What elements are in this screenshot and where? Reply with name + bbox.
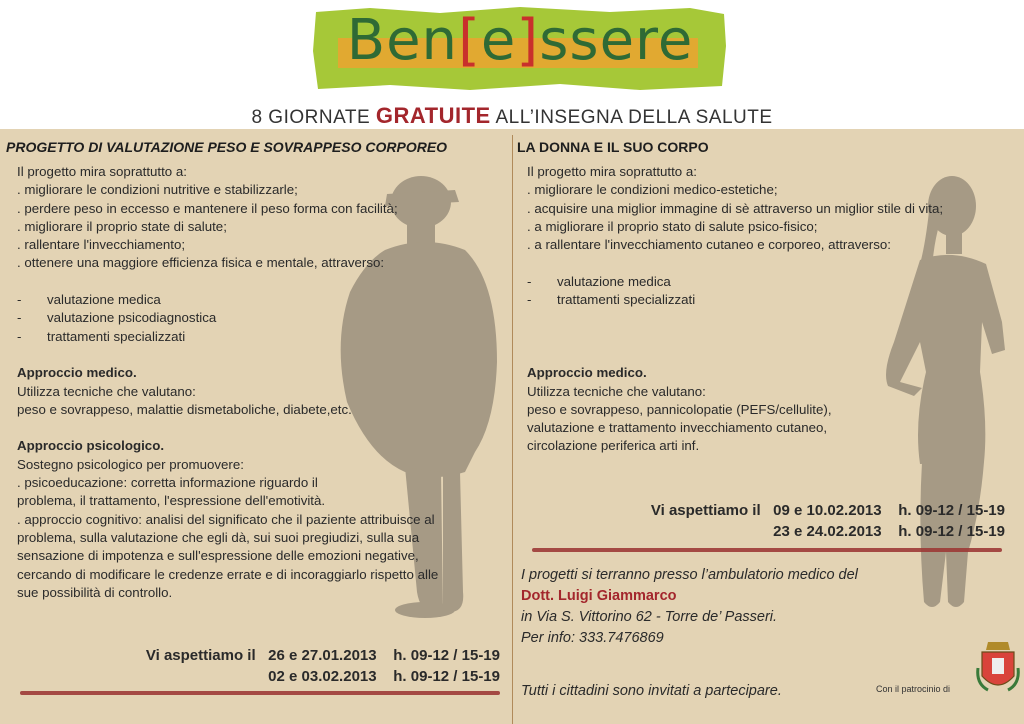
left-column-body bbox=[17, 163, 438, 602]
schedule-lead: Vi aspettiamo il bbox=[145, 647, 256, 664]
left-medical-line: peso e sovrappeso, malattie dismetaboliche, diabete,etc. bbox=[17, 401, 352, 417]
invite-line: Tutti i cittadini sono invitati a partecipare. bbox=[521, 683, 782, 699]
right-medical-line: valutazione e trattamento invecchiamento cutaneo, bbox=[527, 420, 828, 436]
location-info bbox=[521, 565, 858, 649]
right-goal: . a migliorare il proprio stato di salute psico-fisico; bbox=[527, 218, 818, 234]
municipal-crest-icon bbox=[976, 640, 1020, 696]
left-psych-heading: Approccio psicologico. bbox=[17, 438, 165, 454]
schedule-date: 23 e 24.02.2013 bbox=[773, 523, 882, 540]
right-column-body bbox=[527, 163, 943, 456]
left-goal: . rallentare l'invecchiamento; bbox=[17, 237, 186, 253]
location-line: I progetti si terranno presso l’ambulatorio medico del bbox=[521, 567, 858, 583]
doctor-name: Dott. Luigi Giammarco bbox=[521, 588, 677, 604]
subtitle: 8 GIORNATE GRATUITE ALL’INSEGNA DELLA SALUTE bbox=[251, 103, 773, 128]
schedule-hours: h. 09-12 / 15-19 bbox=[898, 502, 1005, 519]
right-service-item: - trattamenti specializzati bbox=[527, 292, 696, 308]
left-psych-line: problema, il trattamento, l'espressione dell'emotività. bbox=[17, 493, 326, 509]
schedule-date: 26 e 27.01.2013 bbox=[268, 647, 377, 664]
left-schedule bbox=[120, 645, 500, 687]
right-medical-line: Utilizza tecniche che valutano: bbox=[527, 383, 706, 399]
patronage-label: Con il patrocinio di bbox=[876, 684, 951, 694]
schedule-hours: h. 09-12 / 15-19 bbox=[393, 668, 500, 685]
left-psych-line: problema, sulla valutazione che egli dà, sui suoi pregiudizi, sulla sua bbox=[17, 529, 420, 545]
left-psych-line: sue possibilità di controllo. bbox=[17, 584, 173, 600]
left-goal: . perdere peso in eccesso e mantenere il peso forma con facilità; bbox=[17, 200, 398, 216]
right-goal: . a rallentare l'invecchiamento cutaneo e corporeo, attraverso: bbox=[527, 237, 891, 253]
schedule-hours: h. 09-12 / 15-19 bbox=[898, 523, 1005, 540]
schedule-lead: Vi aspettiamo il bbox=[650, 502, 761, 519]
column-divider bbox=[512, 135, 513, 724]
logo-wordmark: Ben[e]ssere bbox=[346, 8, 694, 73]
right-medical-line: circolazione periferica arti inf. bbox=[527, 438, 700, 454]
address-line: in Via S. Vittorino 62 - Torre de’ Passeri. bbox=[521, 609, 778, 625]
right-schedule bbox=[620, 500, 1005, 542]
left-goal: . migliorare il proprio state di salute; bbox=[17, 218, 227, 234]
right-medical-heading: Approccio medico. bbox=[527, 365, 647, 381]
left-medical-heading: Approccio medico. bbox=[17, 365, 137, 381]
right-medical-line: peso e sovrappeso, pannicolopatie (PEFS/cellulite), bbox=[527, 401, 832, 417]
left-goal: . migliorare le condizioni nutritive e stabilizzarle; bbox=[17, 182, 298, 198]
schedule-date: 02 e 03.02.2013 bbox=[268, 668, 377, 685]
left-service-item: - valutazione psicodiagnostica bbox=[17, 310, 217, 326]
brush-stroke bbox=[532, 548, 1002, 552]
left-service-item: - valutazione medica bbox=[17, 292, 161, 308]
left-intro: Il progetto mira soprattutto a: bbox=[17, 164, 187, 179]
left-medical-line: Utilizza tecniche che valutano: bbox=[17, 383, 196, 399]
left-project-title: PROGETTO DI VALUTAZIONE PESO E SOVRAPPESO CORPOREO bbox=[6, 139, 448, 155]
right-service-item: - valutazione medica bbox=[527, 273, 671, 289]
left-goal: . ottenere una maggiore efficienza fisica e mentale, attraverso: bbox=[17, 255, 385, 271]
benessere-logo bbox=[310, 6, 730, 92]
left-psych-line: . psicoeducazione: corretta informazione riguardo il bbox=[17, 475, 318, 491]
left-psych-line: Sostegno psicologico per promuovere: bbox=[17, 456, 244, 472]
left-psych-line: . approccio cognitivo: analisi del significato che il paziente attribuisce al bbox=[17, 511, 435, 527]
right-intro: Il progetto mira soprattutto a: bbox=[527, 164, 697, 179]
left-psych-line: sensazione di impotenza e sull'espressione delle emozioni negative, bbox=[17, 548, 419, 564]
right-project-title: LA DONNA E IL SUO CORPO bbox=[517, 139, 709, 155]
right-goal: . acquisire una miglior immagine di sè attraverso un miglior stile di vita; bbox=[527, 200, 944, 216]
schedule-date: 09 e 10.02.2013 bbox=[773, 502, 882, 519]
left-service-item: - trattamenti specializzati bbox=[17, 328, 186, 344]
right-goal: . migliorare le condizioni medico-estetiche; bbox=[527, 182, 778, 198]
brush-stroke bbox=[20, 691, 500, 695]
phone-line: Per info: 333.7476869 bbox=[521, 630, 664, 646]
schedule-hours: h. 09-12 / 15-19 bbox=[393, 647, 500, 664]
left-psych-line: cercando di modificare le credenze errate e di incoraggiarlo rispetto alle bbox=[17, 566, 439, 582]
